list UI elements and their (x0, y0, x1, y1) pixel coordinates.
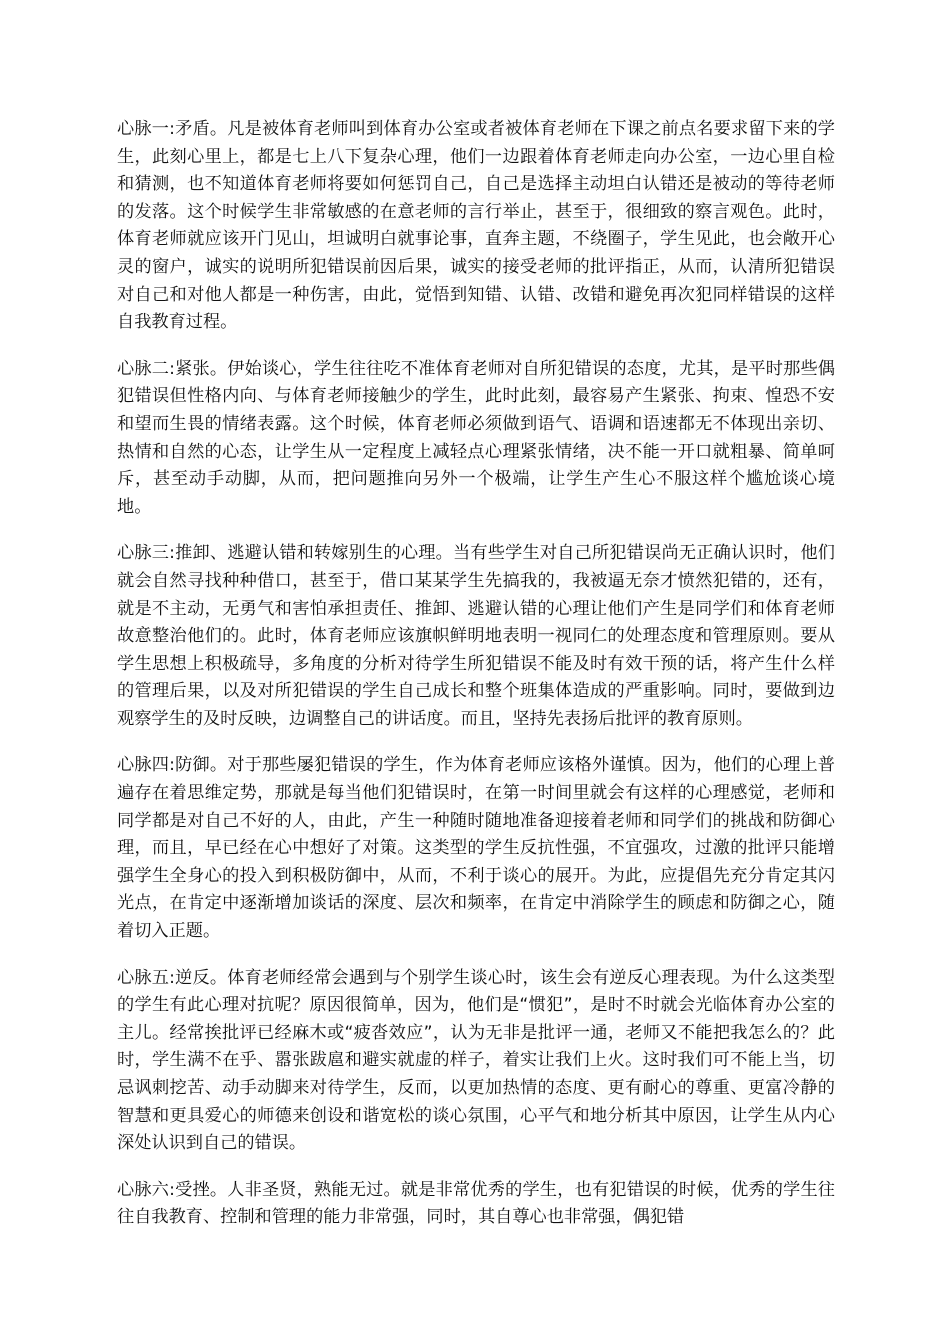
paragraph-evasion: 心脉三:推卸、逃避认错和转嫁别生的心理。当有些学生对自己所犯错误尚无正确认识时，他们就会自然寻找种种借口，甚至于，借口某某学生先搞我的，我被逼无奈才愤然犯错的，还有，就是不主动，无勇气和害怕承担责任、推卸、逃避认错的心理让他们产生是同学们和体育老师故意整治他们的。此时，体育老师应该旗帜鲜明地表明一视同仁的处理态度和管理原则。要从学生思想上积极疏导，多角度的分析对待学生所犯错误不能及时有效干预的话，将产生什么样的管理后果，以及对所犯错误的学生自己成长和整个班集体造成的严重影响。同时，要做到边观察学生的及时反映，边调整自己的讲话度。而且，坚持先表扬后批评的教育原则。 (117, 543, 835, 729)
document-body (117, 116, 835, 1251)
paragraph-rebellion: 心脉五:逆反。体育老师经常会遇到与个别学生谈心时，该生会有逆反心理表现。为什么这类型的学生有此心理对抗呢？原因很简单，因为，他们是“惯犯”，是时不时就会光临体育办公室的主儿。经常挨批评已经麻木或“疲沓效应”，认为无非是批评一通，老师又不能把我怎么的？此时，学生满不在乎、嚣张跋扈和避实就虚的样子，着实让我们上火。这时我们可不能上当，切忌讽刺挖苦、动手动脚来对待学生，反而，以更加热情的态度、更有耐心的尊重、更富冷静的智慧和更具爱心的师德来创设和谐宽松的谈心氛围，心平气和地分析其中原因，让学生从内心深处认识到自己的错误。 (117, 967, 835, 1154)
paragraph-frustration: 心脉六:受挫。人非圣贤，熟能无过。就是非常优秀的学生，也有犯错误的时候，优秀的学生往往自我教育、控制和管理的能力非常强，同时，其自尊心也非常强，偶犯错 (117, 1179, 835, 1228)
paragraph-contradiction: 心脉一:矛盾。凡是被体育老师叫到体育办公室或者被体育老师在下课之前点名要求留下来的学生，此刻心里上，都是七上八下复杂心理，他们一边跟着体育老师走向办公室，一边心里自检和猜测，也不知道体育老师将要如何惩罚自己，自己是选择主动坦白认错还是被动的等待老师的发落。这个时候学生非常敏感的在意老师的言行举止，甚至于，很细致的察言观色。此时，体育老师就应该开门见山，坦诚明白就事论事，直奔主题，不绕圈子，学生见此，也会敞开心灵的窗户，诚实的说明所犯错误前因后果，诚实的接受老师的批评指正，从而，认清所犯错误对自己和对他人都是一种伤害，由此，觉悟到知错、认错、改错和避免再次犯同样错误的这样自我教育过程。 (117, 119, 835, 333)
paragraph-defense: 心脉四:防御。对于那些屡犯错误的学生，作为体育老师应该格外谨慎。因为，他们的心理上普遍存在着思维定势，那就是每当他们犯错误时，在第一时间里就会有这样的心理感觉，老师和同学都是对自己不好的人，由此，产生一种随时随地准备迎接着老师和同学们的挑战和防御心理，而且，早已经在心中想好了对策。这类型的学生反抗性强，不宜强攻，过激的批评只能增强学生全身心的投入到积极防御中，从而，不利于谈心的展开。为此，应提倡先充分肯定其闪光点，在肯定中逐渐增加谈话的深度、层次和频率，在肯定中消除学生的顾虑和防御之心，随着切入正题。 (117, 755, 835, 942)
paragraph-nervousness: 心脉二:紧张。伊始谈心，学生往往吃不准体育老师对自所犯错误的态度，尤其，是平时那些偶犯错误但性格内向、与体育老师接触少的学生，此时此刻，最容易产生紧张、拘束、惶恐不安和望而生畏的情绪表露。这个时候，体育老师必须做到语气、语调和语速都无不体现出亲切、热情和自然的心态，让学生从一定程度上减轻点心理紧张情绪，决不能一开口就粗暴、简单呵斥，甚至动手动脚，从而，把问题推向另外一个极端，让学生产生心不服这样个尴尬谈心境地。 (117, 358, 835, 517)
